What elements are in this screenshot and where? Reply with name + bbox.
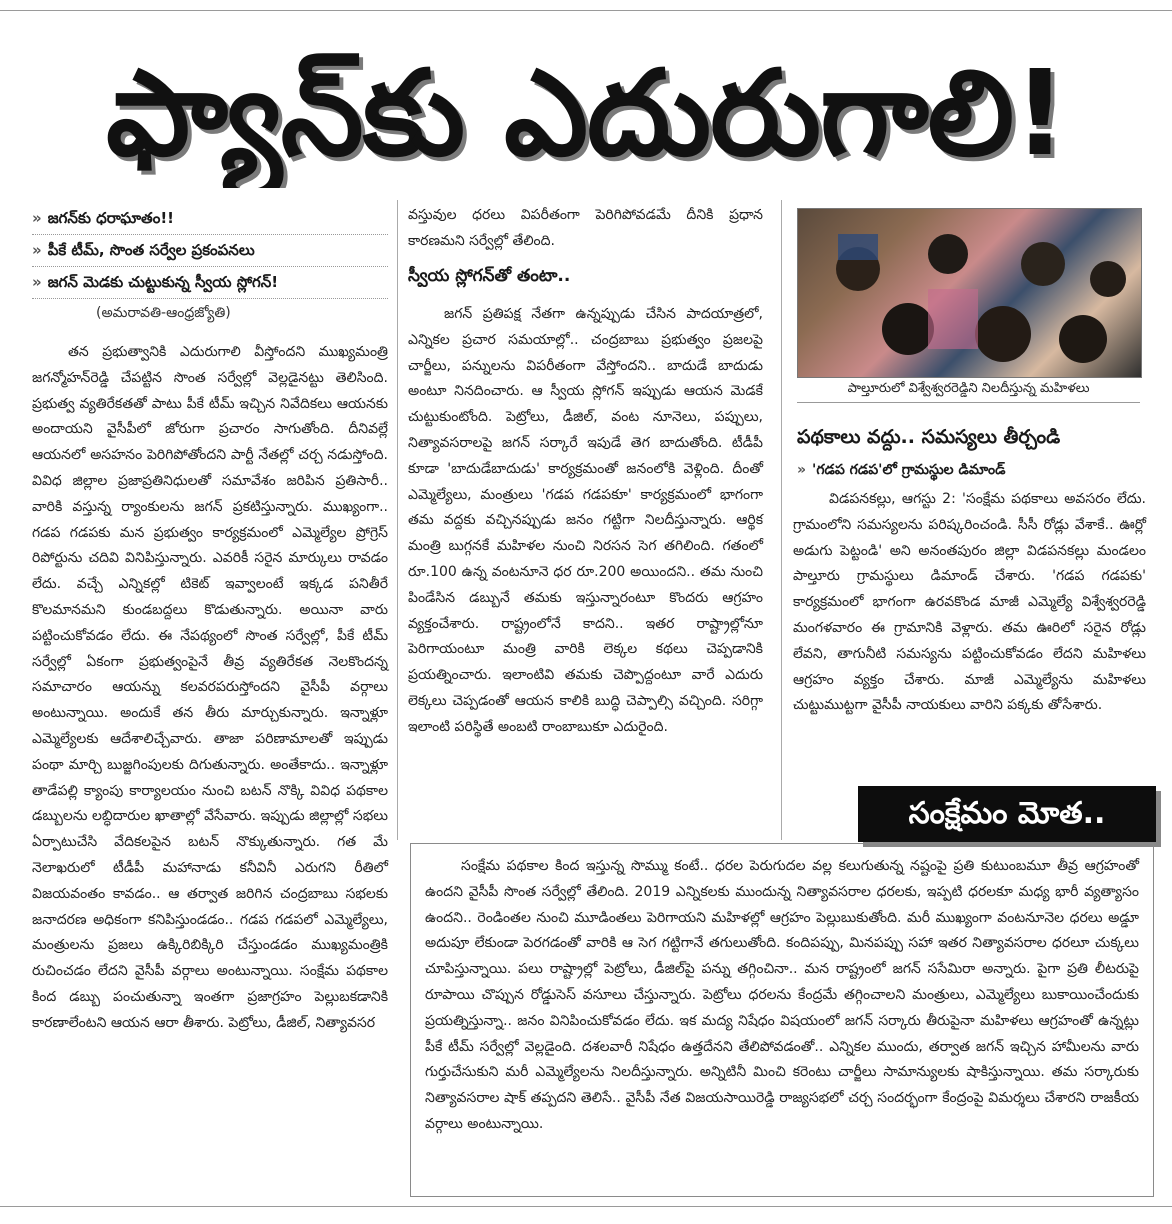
news-photo	[797, 208, 1142, 378]
bottom-rule	[0, 1206, 1172, 1207]
double-arrow-icon: »	[32, 273, 42, 291]
column-3-text: విడపనకల్లు, ఆగస్టు 2: 'సంక్షేమ పథకాలు అవసరం లేదు. గ్రామంలోని సమస్యలను పరిష్కరించండి. సీసీ రోడ్లు వేశాకే.. ఊర్లో అడుగు పెట్టండి' అని అనంతపురం జిల్లా విడపనకల్లు మండలం పాల్తూరు గ్రామస్థులు డిమాండ్ చేశారు. 'గడప గడపకు' కార్యక్రమంలో భాగంగా ఉరవకొండ మాజీ ఎమ్మెల్యే విశ్వేశ్వరరెడ్డి మంగళవారం ఈ గ్రామానికి వెళ్లారు. తమ ఊరిలో సరైన రోడ్లు లేవని, తాగునీటి సమస్యను పట్టించుకోవడం లేదని మహిళలు ఆగ్రహం వ్యక్తం చేశారు. మాజీ ఎమ్మెల్యేను మహిళలు చుట్టుముట్టగా వైసీపీ నాయకులు వారిని పక్కకు తోసేశారు.	[793, 491, 1146, 714]
bullet-item	[32, 267, 388, 299]
column-3-tagline	[797, 462, 1005, 481]
page-headline: ఫ్యాన్‌కు ఎదురుగాలి!	[106, 44, 1066, 182]
double-arrow-icon: »	[32, 209, 42, 227]
article-column-3	[793, 487, 1146, 719]
column-2-text: జగన్ ప్రతిపక్ష నేతగా ఉన్నప్పుడు చేసిన పాదయాత్రలో, ఎన్నికల ప్రచార సమయాల్లో.. చంద్రబాబు ప్రభుత్వం ప్రజలపై చార్జీలు, పన్నులను విపరీతంగా వేస్తోందని.. బాదుడే బాదుడు అంటూ నినదించారు. ఆ స్వీయ స్లోగన్ ఇప్పుడు ఆయన మెడకే చుట్టుకుంటోంది. పెట్రోలు, డీజిల్, వంట నూనెలు, పప్పులు, నిత్యావసరాలపై జగన్ సర్కారే ఇపుడే తెగ బాదుతోంది. టీడీపీ కూడా 'బాదుడేబాదుడు' కార్యక్రమంతో జనంలోకి వెళ్లింది. దీంతో ఎమ్మెల్యేలు, మంత్రులు 'గడప గడపకూ' కార్యక్రమంలో భాగంగా తమ వద్దకు వచ్చినప్పుడు జనం గట్టిగా నిలదీస్తున్నారు. ఆర్థిక మంత్రి బుగ్గనకే మహిళల నుంచి నిరసన సెగ తగిలింది. గతంలో రూ.100 ఉన్న వంటనూనె ధర రూ.200 అయిందని.. తమ నుంచి పిండేసిన డబ్బునే తమకు ఇస్తున్నారంటూ కొందరు ఆగ్రహం వ్యక్తంచేశారు. రాష్ట్రంలోనే కాదని.. ఇతర రాష్ట్రాల్లోనూ పెరిగాయంటూ మంత్రి వారికి లెక్కల కథలు చెప్పడానికి ప్రయత్నించారు. ఇలాంటివి తమకు చెప్పొద్దంటూ వారే ఎదురు లెక్కలు చెప్పడంతో ఆయన కాలికి బుద్ధి చెప్పాల్సి వచ్చింది. సరిగ్గా ఇలాంటి పరిస్థితే అంబటి రాంబాబుకూ ఎదురైంది.	[408, 306, 763, 735]
bullet-text: పీకే టీమ్, సొంత సర్వేల ప్రకంపనలు	[47, 241, 255, 259]
highlight-bullets	[32, 203, 388, 299]
column-3-subhead: పథకాలు వద్దు.. సమస్యలు తీర్చండి	[797, 426, 1061, 448]
box-title: సంక్షేమం మోత..	[858, 786, 1156, 842]
column-2-subhead: స్వీయ స్లోగన్‌తో తంటా..	[408, 266, 571, 286]
double-arrow-icon: »	[32, 241, 42, 259]
column-divider	[397, 200, 398, 840]
double-arrow-icon: »	[797, 462, 807, 478]
tagline-text: 'గడప గడప'లో గ్రామస్థుల డిమాండ్	[812, 462, 1006, 478]
top-rule	[0, 10, 1172, 11]
bullet-item	[32, 235, 388, 267]
crowd-photo-placeholder	[798, 209, 1141, 377]
article-column-2	[408, 203, 763, 255]
article-column-2-body	[408, 302, 763, 741]
column-divider	[781, 200, 782, 840]
dateline-credit: (అమరావతి-ఆంధ్రజ్యోతి)	[96, 305, 231, 321]
boxed-article	[410, 843, 1154, 1197]
bullet-item	[32, 203, 388, 235]
column-2-top-text: వస్తువుల ధరలు విపరీతంగా పెరిగిపోవడమే దీనికి ప్రధాన కారణమని సర్వేల్లో తేలింది.	[408, 207, 763, 249]
bullet-text: జగన్‌కు ధరాఘాతం!!	[47, 209, 175, 227]
bullet-text: జగన్ మెడకు చుట్టుకున్న స్వీయ స్లోగన్!	[47, 273, 279, 291]
column-1-text: తన ప్రభుత్వానికి ఎదురుగాలి వీస్తోందని ముఖ్యమంత్రి జగన్మోహన్‌రెడ్డి చేపట్టిన సొంత సర్వేల్లో వెల్లడైనట్టు తెలిసింది. ప్రభుత్వ వ్యతిరేకతతో పాటు పీకే టీమ్ ఇచ్చిన నివేదికలు ఆయనకు అందాయని వైసీపీలో జోరుగా ప్రచారం సాగుతోంది. దీనివల్లే ఆయనలో అసహనం పెరిగిపోతోందని పార్టీ నేతల్లో చర్చ నడుస్తోంది. వివిధ జిల్లాల ప్రజాప్రతినిధులతో సమావేశం జరిపిన ప్రతిసారీ.. వారికి వస్తున్న ర్యాంకులను జగన్ ప్రకటిస్తున్నారు. ముఖ్యంగా.. గడప గడపకు మన ప్రభుత్వం కార్యక్రమంలో ఎమ్మెల్యేల ప్రోగ్రెస్ రిపోర్టును చదివి వినిపిస్తున్నారు. ఎవరికీ సరైన మార్కులు రావడం లేదు. వచ్చే ఎన్నికల్లో టికెట్ ఇవ్వాలంటే ఇక్కడ పనితీరే కొలమానమని కుండబద్దలు కొడుతున్నారు. అయినా వారు పట్టించుకోవడం లేదు. ఈ నేపథ్యంలో సొంత సర్వేల్లో, పీకే టీమ్ సర్వేల్లో ఏకంగా ప్రభుత్వంపైనే తీవ్ర వ్యతిరేకత నెలకొందన్న సమాచారం ఆయన్ను కలవరపరుస్తోందని వైసీపీ వర్గాలు అంటున్నాయి. అందుకే తన తీరు మార్చుకున్నారు. ఇన్నాళ్లూ ఎమ్మెల్యేలకు ఆదేశాలిచ్చేవారు. తాజా పరిణామాలతో ఇప్పుడు పంథా మార్చి బుజ్జగింపులకు దిగుతున్నారు. అంతేకాదు.. ఇన్నాళ్లూ తాడేపల్లి క్యాంపు కార్యాలయం నుంచి బటన్ నొక్కి వివిధ పథకాల డబ్బులను లబ్ధిదారుల ఖాతాల్లో వేసేవారు. ఇప్పుడు జిల్లాల్లో సభలు ఏర్పాటుచేసి వేదికలపైన బటన్ నొక్కుతున్నారు. గత మే నెలాఖరులో టీడీపీ మహానాడు కనీవినీ ఎరుగని రీతిలో విజయవంతం కావడం.. ఆ తర్వాత జరిగిన చంద్రబాబు సభలకు జనాదరణ అధికంగా కనిపిస్తుండడం.. గడప గడపలో ఎమ్మెల్యేలు, మంత్రులను ప్రజలు ఉక్కిరిబిక్కిరి చేస్తుండడం ముఖ్యమంత్రికి రుచించడం లేదని వైసీపీ వర్గాలు అంటున్నాయి. సంక్షేమ పథకాల కింద డబ్బు పంచుతున్నా ఇంతగా ప్రజాగ్రహం పెల్లుబకడానికి కారణాలేంటని ఆయన ఆరా తీశారు. పెట్రోలు, డీజిల్, నిత్యావసర	[32, 344, 388, 1031]
photo-caption: పాల్తూరులో విశ్వేశ్వరరెడ్డిని నిలదీస్తున్న మహిళలు	[797, 381, 1140, 403]
box-text: సంక్షేమ పథకాల కింద ఇస్తున్న సొమ్ము కంటే.. ధరల పెరుగుదల వల్ల కలుగుతున్న నష్టంపై ప్రతి కుటుంబమూ తీవ్ర ఆగ్రహంతో ఉందని వైసీపీ సొంత సర్వేల్లో తేలింది. 2019 ఎన్నికలకు ముందున్న నిత్యావసరాల ధరలకు, ఇప్పటి ధరలకూ మధ్య భారీ వ్యత్యాసం ఉందని.. రెండింతల నుంచి మూడింతలు పెరిగాయని మహిళల్లో ఆగ్రహం పెల్లుబుకుతోంది. మరీ ముఖ్యంగా వంటనూనెల ధరలు అడ్డూ అదుపూ లేకుండా పెరగడంతో వారికి ఆ సెగ గట్టిగానే తగులుతోంది. కందిపప్పు, మినపప్పు సహా ఇతర నిత్యావసరాల ధరలూ చుక్కలు చూపిస్తున్నాయి. పలు రాష్ట్రాల్లో పెట్రోలు, డీజిల్‌పై పన్ను తగ్గించినా.. మన రాష్ట్రంలో జగన్ ససేమిరా అన్నారు. పైగా ప్రతి లీటరుపై రూపాయి చొప్పున రోడ్డుసెస్ వసూలు చేస్తున్నారు. పెట్రోలు ధరలను కేంద్రమే తగ్గించాలని మంత్రులు, ఎమ్మెల్యేలు బుకాయించేందుకు ప్రయత్నిస్తున్నా.. జనం వినిపించుకోవడం లేదు. ఇక మద్య నిషేధం విషయంలో జగన్ సర్కారు తీరుపైనా మహిళలు ఆగ్రహంతో ఉన్నట్లు పీకే టీమ్ సర్వేల్లో వెల్లడైంది. దశలవారీ నిషేధం ఉత్తదేనని తేలిపోవడంతో.. ఎన్నికల ముందు, తర్వాత జగన్ ఇచ్చిన హామీలను వారు గుర్తుచేసుకుని మరీ ఎమ్మెల్యేలను నిలదీస్తున్నారు. అన్నిటినీ మించి కరెంటు చార్జీలు సామాన్యులకు షాకిస్తున్నాయి. తమ సర్కారుకు నిత్యావసరాల షాక్ తప్పదని తెలిసే.. వైసీపీ నేత విజయసాయిరెడ్డి రాజ్యసభలో చర్చ సందర్భంగా కేంద్రంపై విమర్శలు చేశారని రాజకీయ వర్గాలు అంటున్నాయి.	[425, 858, 1139, 1132]
article-column-1	[32, 340, 388, 1037]
